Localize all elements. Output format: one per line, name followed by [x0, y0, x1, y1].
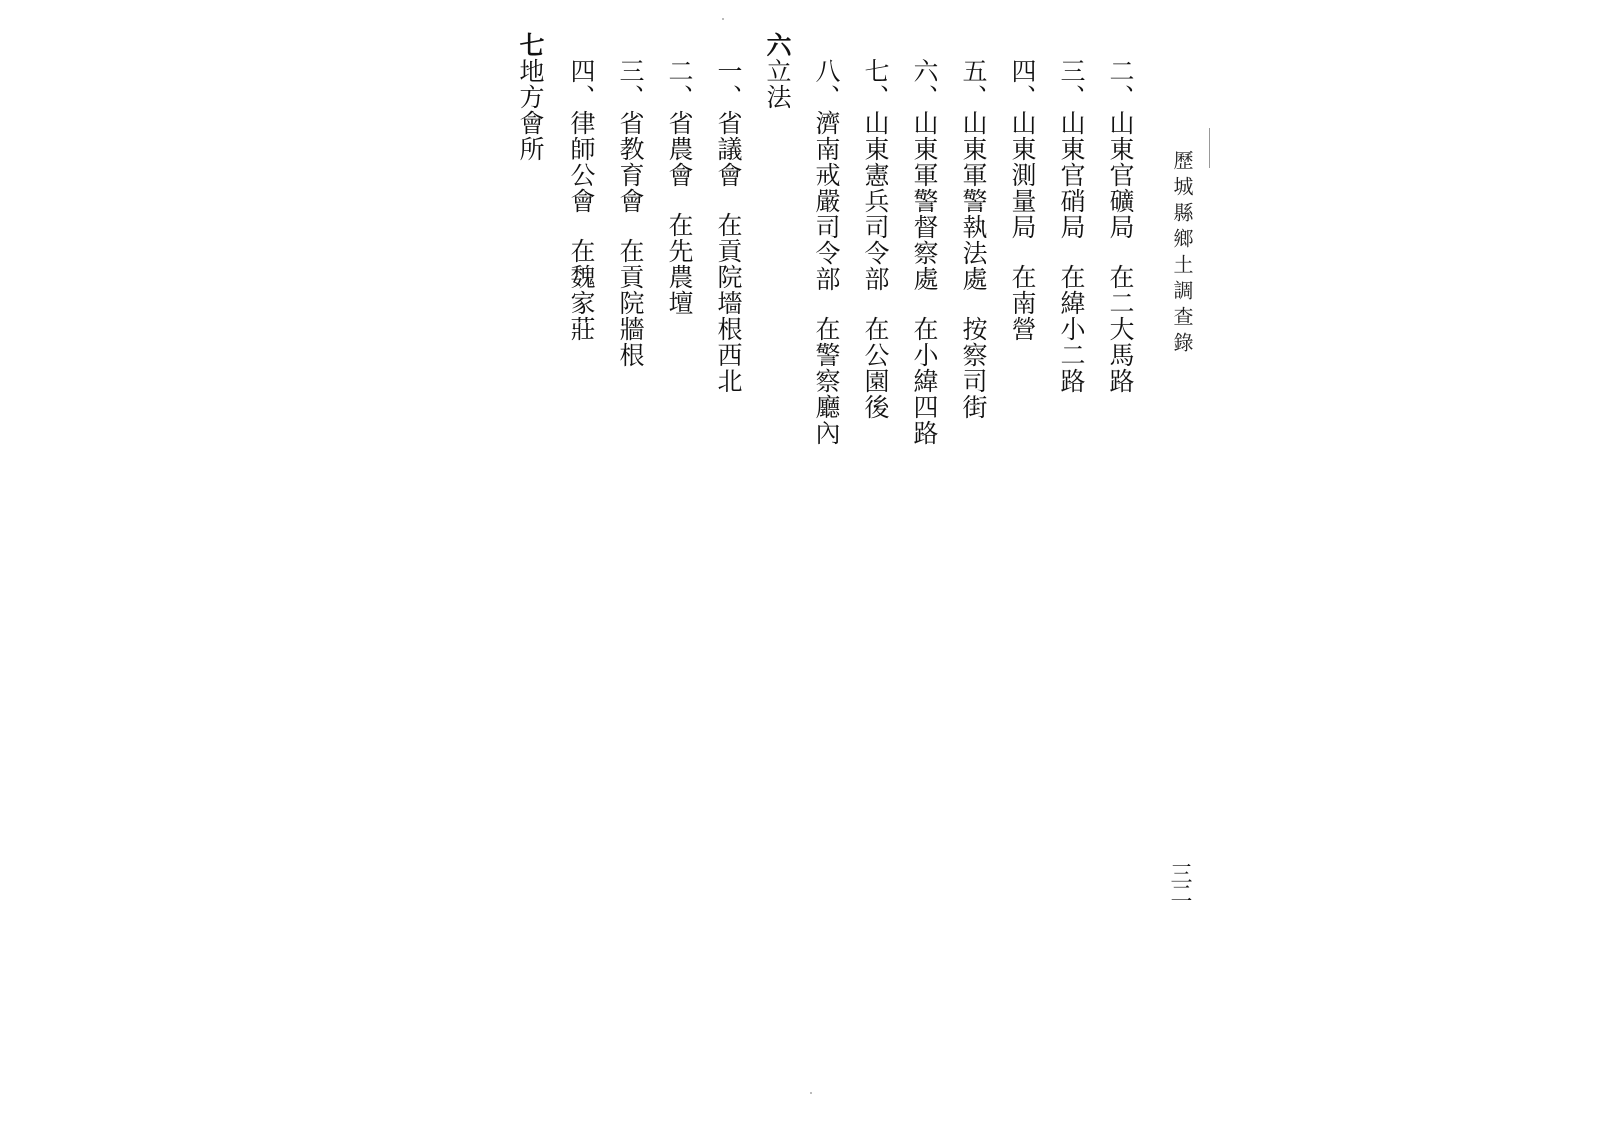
- section-number: 七: [516, 32, 545, 58]
- entry-name: 山東軍警督察處: [910, 110, 939, 292]
- entry-location: 在公園後: [861, 316, 890, 420]
- entry-location: 在小緯四路: [910, 316, 939, 446]
- entry-name: 山東測量局: [1008, 110, 1037, 240]
- entry-column: [863, 58, 888, 420]
- entry-name: 山東軍警執法處: [959, 110, 988, 292]
- entry-location: 在二大馬路: [1106, 264, 1135, 394]
- section-number: 六: [763, 32, 792, 58]
- page-number: 三二: [1167, 862, 1192, 902]
- entry-location: 在貢院牆根: [616, 238, 645, 368]
- entry-marker: 四、: [1008, 58, 1037, 110]
- entry-name: 濟南戒嚴司令部: [812, 110, 841, 292]
- entry-location: 在南營: [1008, 264, 1037, 342]
- entry-column: [618, 58, 643, 368]
- entry-name: 省議會: [714, 110, 743, 188]
- entry-column: [961, 58, 986, 420]
- entry-marker: 七、: [861, 58, 890, 110]
- entry-location: 在緯小二路: [1057, 264, 1086, 394]
- section-heading: [765, 32, 790, 110]
- entry-column: [912, 58, 937, 446]
- entry-column: [1108, 58, 1133, 394]
- entry-location: 按察司街: [959, 316, 988, 420]
- scan-speck: [722, 18, 724, 20]
- entry-marker: 六、: [910, 58, 939, 110]
- entry-location: 在貢院墻根西北: [714, 212, 743, 394]
- entry-name: 律師公會: [567, 110, 596, 214]
- entry-marker: 八、: [812, 58, 841, 110]
- entry-column: [667, 58, 692, 316]
- section-title: 立法: [763, 58, 792, 110]
- entry-marker: 三、: [616, 58, 645, 110]
- entry-name: 山東官礦局: [1106, 110, 1135, 240]
- entry-marker: 二、: [1106, 58, 1135, 110]
- entry-column: [1059, 58, 1084, 394]
- entry-name: 山東憲兵司令部: [861, 110, 890, 292]
- entry-name: 山東官硝局: [1057, 110, 1086, 240]
- scan-speck: [810, 1092, 812, 1094]
- entry-location: 在魏家莊: [567, 238, 596, 342]
- entry-marker: 二、: [665, 58, 694, 110]
- margin-rule: [1209, 128, 1210, 168]
- entry-column: [1010, 58, 1035, 342]
- entry-column: [814, 58, 839, 446]
- entry-marker: 四、: [567, 58, 596, 110]
- entry-column: [569, 58, 594, 342]
- entry-location: 在警察廳內: [812, 316, 841, 446]
- entry-column: [716, 58, 741, 394]
- entry-marker: 五、: [959, 58, 988, 110]
- section-heading: [518, 32, 543, 162]
- section-title: 地方會所: [516, 58, 545, 162]
- entry-location: 在先農壇: [665, 212, 694, 316]
- entry-marker: 三、: [1057, 58, 1086, 110]
- entry-name: 省教育會: [616, 110, 645, 214]
- entry-marker: 一、: [714, 58, 743, 110]
- running-head: 歷城縣鄉土調查錄: [1170, 150, 1194, 358]
- entry-name: 省農會: [665, 110, 694, 188]
